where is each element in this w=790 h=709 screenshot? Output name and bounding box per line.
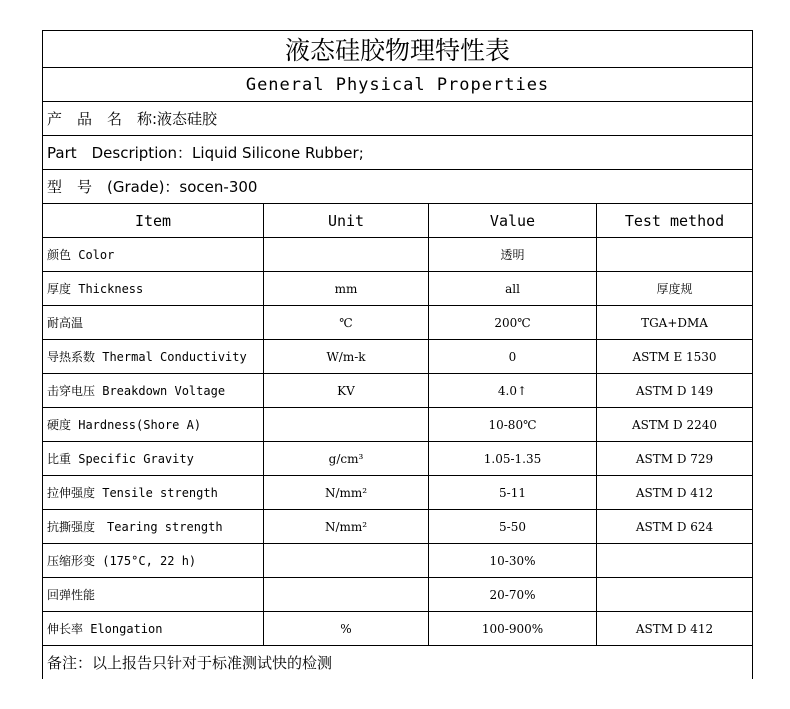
item-cell: 拉伸强度 Tensile strength [43, 476, 264, 510]
method-cell: ASTM E 1530 [597, 340, 753, 374]
header-test-method: Test method [597, 204, 753, 238]
unit-cell: W/m-k [264, 340, 429, 374]
table-body [43, 238, 753, 646]
table-header-row [43, 204, 753, 238]
value-cell: all [429, 272, 597, 306]
properties-sheet [42, 30, 753, 679]
item-cell: 耐高温 [43, 306, 264, 340]
item-cell: 厚度 Thickness [43, 272, 264, 306]
header-unit: Unit [264, 204, 429, 238]
method-cell: ASTM D 2240 [597, 408, 753, 442]
method-cell: ASTM D 729 [597, 442, 753, 476]
unit-cell: ℃ [264, 306, 429, 340]
method-cell [597, 578, 753, 612]
table-row [43, 510, 753, 544]
unit-cell: N/mm² [264, 476, 429, 510]
item-cell: 击穿电压 Breakdown Voltage [43, 374, 264, 408]
item-cell: 压缩形变 (175°C, 22 h) [43, 544, 264, 578]
header-item: Item [43, 204, 264, 238]
table-row [43, 238, 753, 272]
item-cell: 硬度 Hardness(Shore A) [43, 408, 264, 442]
product-name: 产 品 名 称:液态硅胶 [43, 102, 753, 136]
value-cell: 1.05-1.35 [429, 442, 597, 476]
item-cell: 比重 Specific Gravity [43, 442, 264, 476]
item-cell: 抗撕强度 Tearing strength [43, 510, 264, 544]
page-subtitle: General Physical Properties [43, 68, 753, 102]
value-cell: 10-80℃ [429, 408, 597, 442]
table-row [43, 408, 753, 442]
footnote: 备注：以上报告只针对于标准测试快的检测 [43, 646, 753, 680]
value-cell: 4.0↑ [429, 374, 597, 408]
unit-cell [264, 544, 429, 578]
value-cell: 100-900% [429, 612, 597, 646]
value-cell: 透明 [429, 238, 597, 272]
method-cell: ASTM D 624 [597, 510, 753, 544]
unit-cell: mm [264, 272, 429, 306]
item-cell: 导热系数 Thermal Conductivity [43, 340, 264, 374]
table-row [43, 340, 753, 374]
value-cell: 10-30% [429, 544, 597, 578]
table-row [43, 544, 753, 578]
value-cell: 200℃ [429, 306, 597, 340]
method-cell: ASTM D 412 [597, 612, 753, 646]
table-row [43, 442, 753, 476]
table-row [43, 272, 753, 306]
unit-cell [264, 238, 429, 272]
table-row [43, 374, 753, 408]
header-value: Value [429, 204, 597, 238]
method-cell: ASTM D 149 [597, 374, 753, 408]
table-row [43, 612, 753, 646]
value-cell: 20-70% [429, 578, 597, 612]
method-cell [597, 544, 753, 578]
item-cell: 伸长率 Elongation [43, 612, 264, 646]
unit-cell: g/cm³ [264, 442, 429, 476]
unit-cell [264, 408, 429, 442]
value-cell: 5-50 [429, 510, 597, 544]
method-cell: TGA+DMA [597, 306, 753, 340]
method-cell [597, 238, 753, 272]
item-cell: 回弹性能 [43, 578, 264, 612]
value-cell: 5-11 [429, 476, 597, 510]
unit-cell: N/mm² [264, 510, 429, 544]
unit-cell: % [264, 612, 429, 646]
page-title: 液态硅胶物理特性表 [43, 31, 753, 68]
model-grade: 型 号 (Grade)：socen-300 [43, 170, 753, 204]
method-cell: 厚度规 [597, 272, 753, 306]
table-row [43, 306, 753, 340]
unit-cell [264, 578, 429, 612]
table-row [43, 578, 753, 612]
item-cell: 颜色 Color [43, 238, 264, 272]
part-description: Part Description：Liquid Silicone Rubber; [43, 136, 753, 170]
table-row [43, 476, 753, 510]
value-cell: 0 [429, 340, 597, 374]
method-cell: ASTM D 412 [597, 476, 753, 510]
unit-cell: KV [264, 374, 429, 408]
